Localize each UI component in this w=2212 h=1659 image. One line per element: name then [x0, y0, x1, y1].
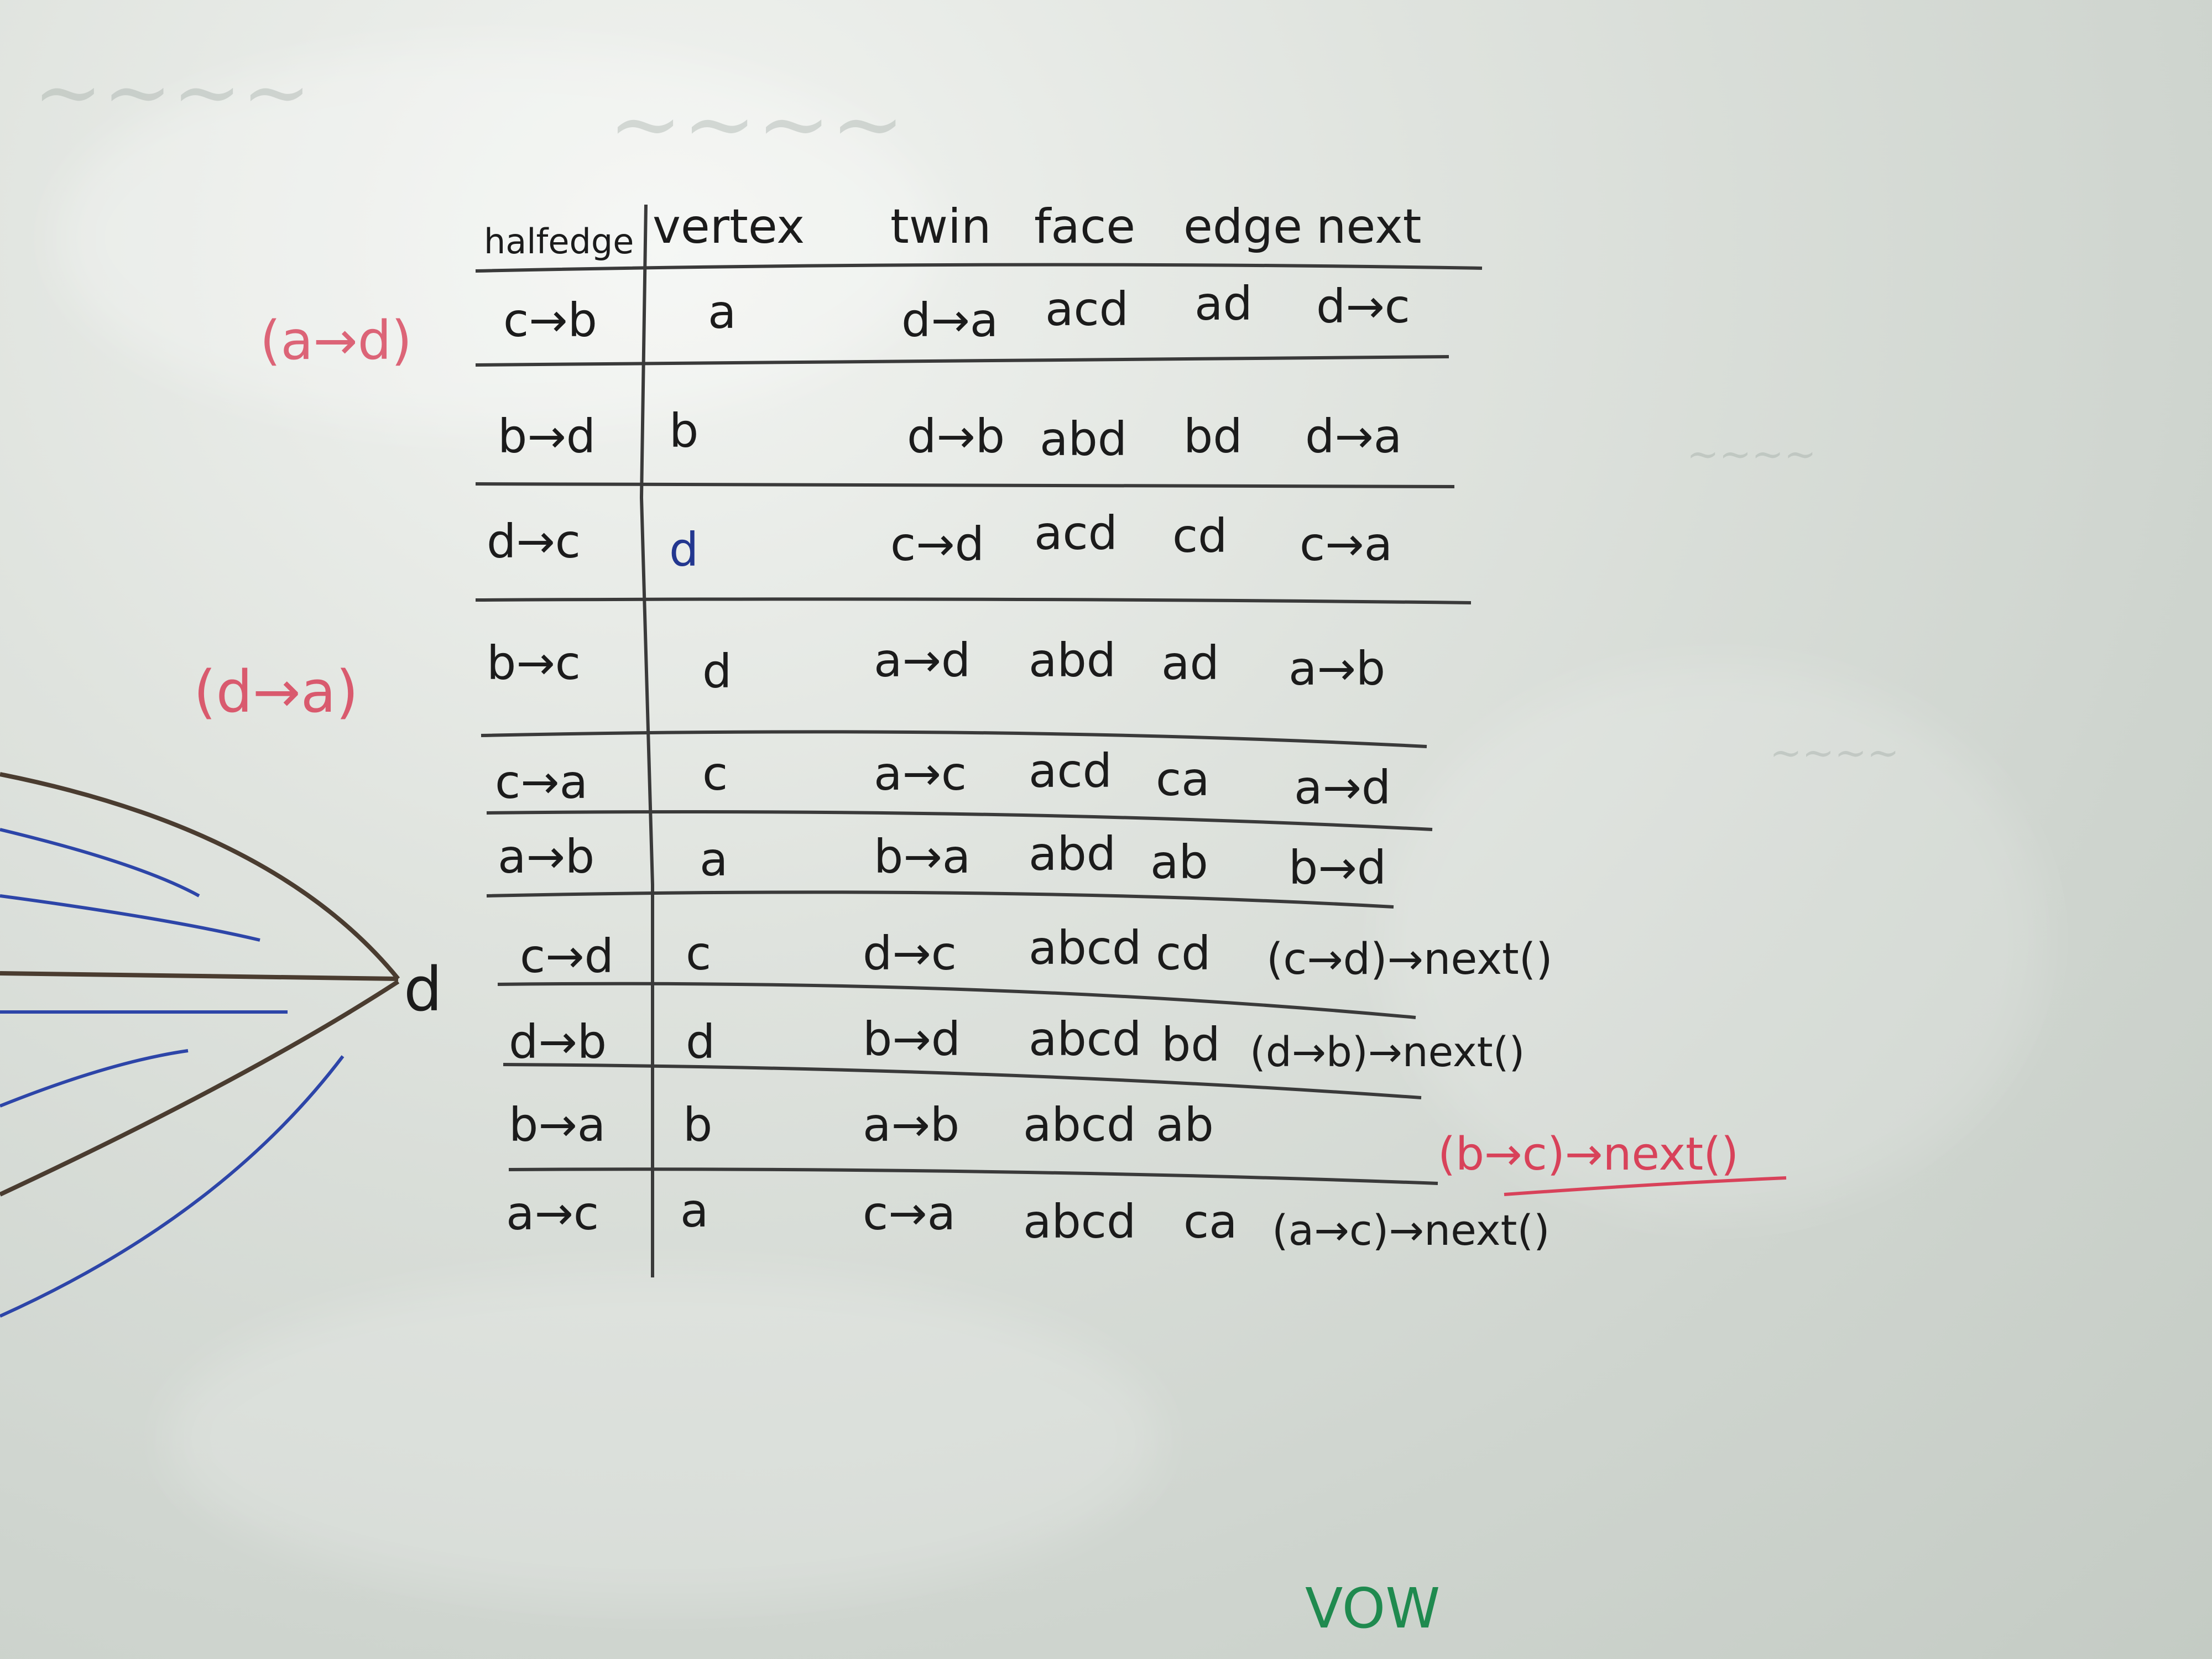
- cell-edge: cd: [1156, 926, 1211, 980]
- table-column-divider: [641, 205, 653, 1277]
- mesh-sketch: [0, 774, 398, 1316]
- cell-twin: d→c: [863, 926, 957, 980]
- cell-edge: ad: [1161, 636, 1219, 690]
- cell-vertex: b: [683, 1098, 713, 1152]
- cell-vertex: b: [669, 404, 699, 458]
- cell-edge: ca: [1156, 752, 1210, 806]
- cell-edge: bd: [1183, 409, 1243, 463]
- cell-halfedge: c→d: [520, 929, 614, 983]
- cell-vertex: c: [686, 926, 712, 980]
- cell-twin: a→d: [874, 633, 971, 687]
- cell-next: d→a: [1305, 409, 1402, 463]
- header-next: next: [1316, 199, 1422, 254]
- red-annotation-row9: (b→c)→next(): [1438, 1128, 1739, 1181]
- cell-halfedge: c→b: [503, 293, 597, 347]
- vertex-d-label: d: [404, 954, 442, 1025]
- cell-halfedge: b→c: [487, 636, 581, 690]
- cell-face: acd: [1034, 506, 1118, 560]
- cell-vertex: d: [702, 644, 732, 698]
- cell-next: d→c: [1316, 279, 1410, 333]
- cell-halfedge: b→a: [509, 1098, 606, 1152]
- ghost-writing-2: ~~~~: [608, 72, 905, 175]
- cell-next: a→b: [1288, 641, 1386, 696]
- cell-edge: cd: [1172, 509, 1228, 563]
- header-edge: edge: [1183, 199, 1302, 254]
- cell-next: b→d: [1288, 841, 1387, 895]
- red-annotation-row1: (a→d): [260, 310, 413, 372]
- cell-twin: b→d: [863, 1012, 961, 1066]
- cell-twin: d→b: [907, 409, 1005, 463]
- cell-vertex: a: [708, 285, 737, 339]
- cell-vertex: a: [680, 1183, 709, 1238]
- cell-twin: c→a: [863, 1186, 956, 1240]
- cell-edge: ab: [1156, 1098, 1214, 1152]
- cell-vertex: d: [686, 1015, 716, 1069]
- cell-face: abcd: [1023, 1098, 1136, 1152]
- cell-edge: ca: [1183, 1194, 1238, 1249]
- ghost-writing-1: ~~~~: [33, 44, 311, 140]
- ghost-writing-3: ~~~~: [1687, 431, 1817, 477]
- cell-halfedge: d→b: [509, 1015, 607, 1069]
- cell-vertex: a: [700, 832, 728, 886]
- cell-halfedge: a→b: [498, 830, 595, 884]
- header-twin: twin: [890, 199, 992, 254]
- cell-face: abcd: [1029, 1012, 1142, 1066]
- cell-twin: c→d: [890, 517, 984, 571]
- cell-next: (c→d)→next(): [1266, 935, 1553, 984]
- cell-twin: a→b: [863, 1098, 960, 1152]
- cell-vertex: d: [669, 523, 699, 577]
- cell-face: abcd: [1023, 1194, 1136, 1249]
- ghost-writing-4: ~~~~: [1770, 730, 1900, 775]
- cell-next: a→d: [1294, 760, 1391, 815]
- cell-face: abcd: [1029, 921, 1142, 975]
- cell-twin: b→a: [874, 830, 971, 884]
- cell-vertex: c: [702, 747, 728, 801]
- cell-edge: ab: [1150, 835, 1208, 889]
- cell-halfedge: b→d: [498, 409, 596, 463]
- cell-halfedge: a→c: [506, 1186, 599, 1240]
- cell-next: (a→c)→next(): [1272, 1206, 1550, 1255]
- cell-twin: d→a: [901, 293, 999, 347]
- cell-face: acd: [1029, 744, 1112, 798]
- cell-face: abd: [1029, 633, 1117, 687]
- green-scribble: VOW: [1305, 1576, 1441, 1641]
- cell-face: abd: [1040, 412, 1128, 466]
- cell-edge: ad: [1194, 276, 1253, 331]
- header-halfedge: halfedge: [484, 221, 634, 262]
- cell-next: (d→b)→next(): [1250, 1029, 1525, 1076]
- red-annotation-row4: (d→a): [194, 658, 359, 726]
- cell-next: c→a: [1300, 517, 1393, 571]
- cell-halfedge: c→a: [495, 755, 588, 809]
- header-vertex: vertex: [653, 199, 805, 254]
- cell-twin: a→c: [874, 747, 967, 801]
- header-face: face: [1034, 199, 1136, 254]
- cell-face: acd: [1045, 282, 1129, 336]
- cell-halfedge: d→c: [487, 514, 581, 568]
- cell-face: abd: [1029, 827, 1117, 881]
- cell-edge: bd: [1161, 1018, 1220, 1072]
